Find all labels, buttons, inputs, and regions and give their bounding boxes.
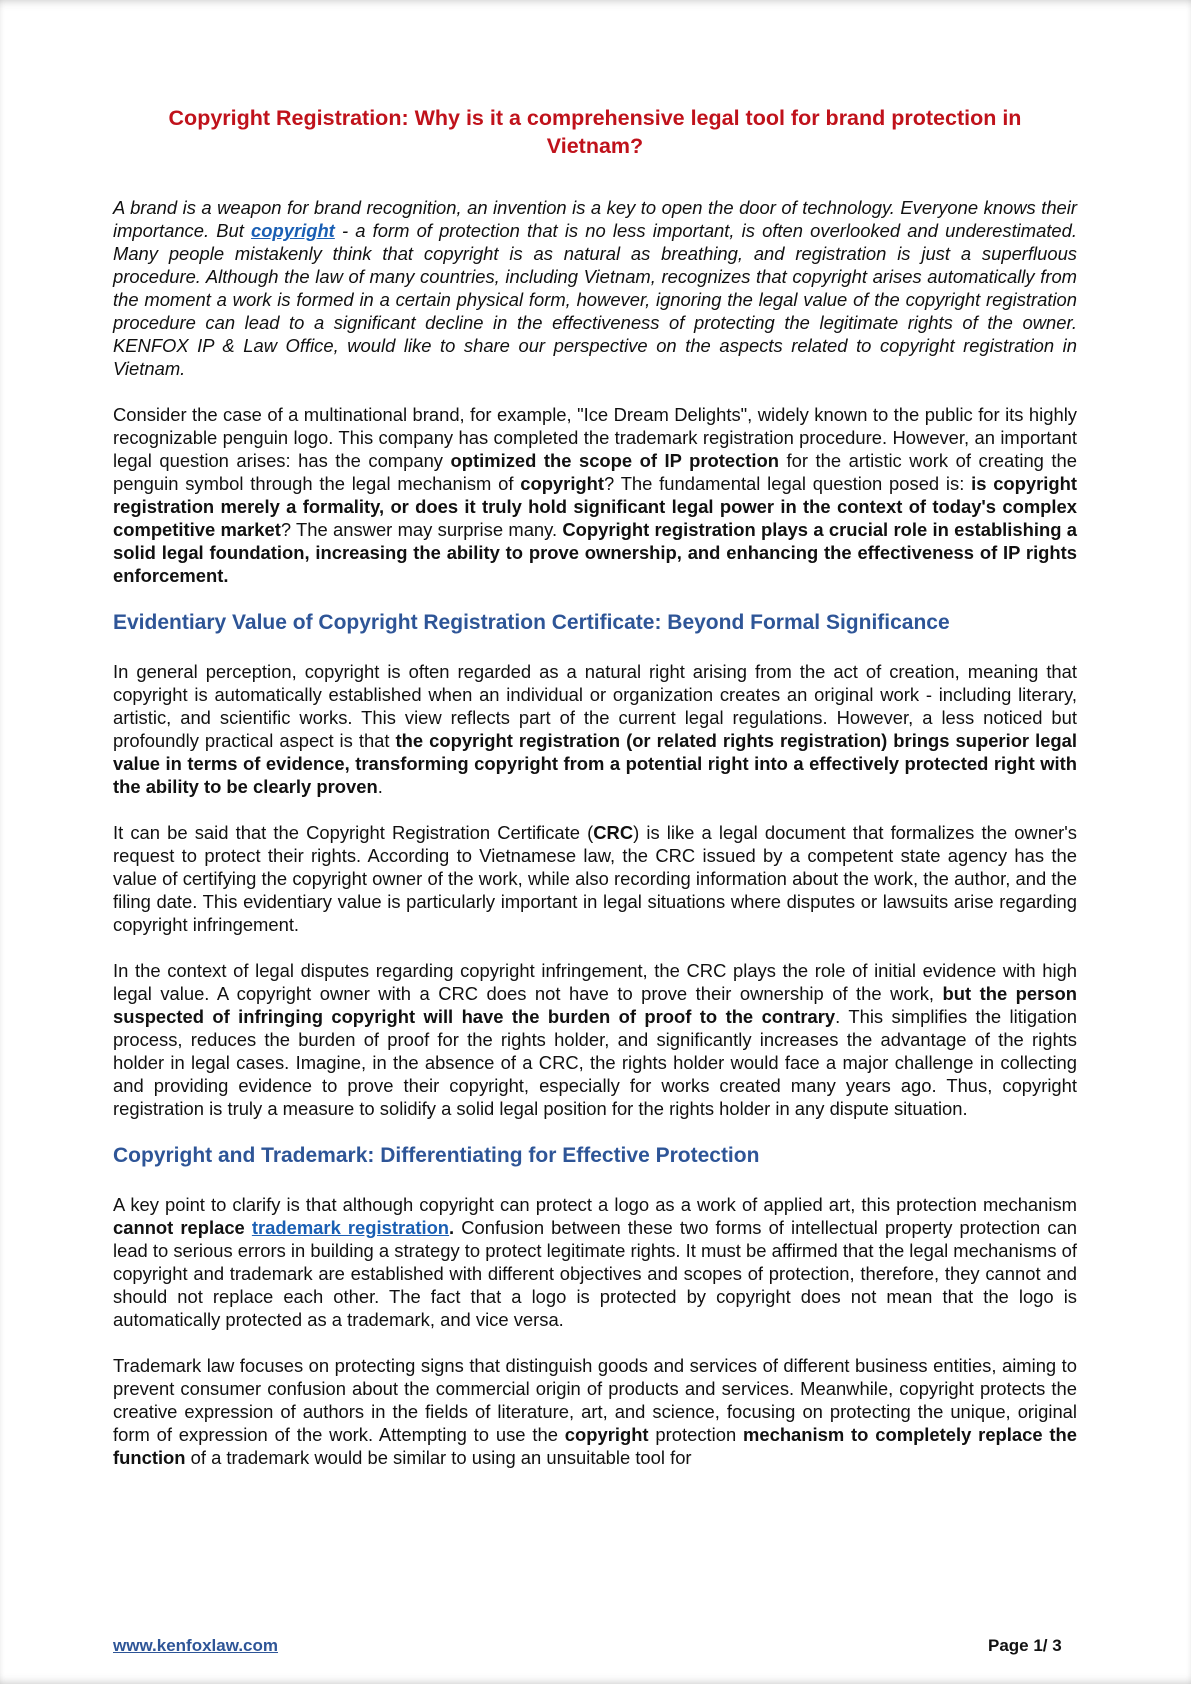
section-heading-copyright-trademark: Copyright and Trademark: Differentiating for Effective Protection — [113, 1144, 760, 1167]
section2-p1-bold-1: cannot replace — [113, 1217, 252, 1238]
section2-p2-text-1: Trademark law focuses on protecting signs that distinguish goods and services of different business entities, aiming to prevent consumer confusion about the commercial origin of products and services. Meanwhile, copyright protects the creative expression of authors in the fields of literature, art, and science, focusing on protecting the unique, original form of expression of the work. Attempting to use the — [113, 1355, 1077, 1445]
section1-p1-text-1: In general perception, copyright is often regarded as a natural right arising from the act of creation, meaning that copyright is automatically established when an individual or organization creates an original work - including literary, artistic, and scientific works. This view reflects part of the current legal regulations. However, a less noticed but profoundly practical aspect is that — [113, 661, 1077, 751]
section1-paragraph-2 — [113, 821, 1077, 936]
section2-p1-text-2: Confusion between these two forms of intellectual property protection can lead to serious errors in building a strategy to protect legitimate rights. It must be affirmed that the legal mechanisms of copyright and trademark are established with different objectives and scopes of protection, therefore, they cannot and should not replace each other. The fact that a logo is protected by copyright does not mean that the logo is automatically protected as a trademark, and vice versa. — [113, 1217, 1077, 1330]
section2-paragraph-2 — [113, 1354, 1077, 1469]
section1-p3-bold-1: but the person suspected of infringing copyright will have the burden of proof to the contrary — [113, 983, 1077, 1027]
page-number: Page 1/ 3 — [988, 1636, 1062, 1655]
intro-text-2: - a form of protection that is no less important, is often overlooked and underestimated. Many people mistakenly think that copyright is as natural as breathing, and registration is just a superfluous procedure. Although the law of many countries, including Vietnam, recognizes that copyright arises automatically from the moment a work is formed in a certain physical form, however, ignoring the legal value of the copyright registration procedure can lead to a significant decline in the effectiveness of protecting the legitimate rights of the owner. KENFOX IP & Law Office, would like to share our perspective on the aspects related to copyright registration in Vietnam. — [113, 220, 1077, 379]
case-bold-1: optimized the scope of IP protection — [450, 450, 780, 471]
case-text-4: ? The answer may surprise many. — [280, 519, 563, 540]
trademark-registration-link[interactable]: trademark registration — [251, 1217, 450, 1238]
section2-p2-bold-1: copyright — [564, 1424, 649, 1445]
section1-p3-text-2: . This simplifies the litigation process, reduces the burden of proof for the rights holder, and significantly increases the advantage of the rights holder in legal cases. Imagine, in the absence of a CRC, the rights holder would face a major challenge in collecting and providing evidence to prove their copyright, especially for works created many years ago. Thus, copyright registration is truly a measure to solidify a solid legal position for the rights holder in any dispute situation. — [113, 1006, 1077, 1119]
case-bold-4: Copyright registration plays a crucial role in establishing a solid legal foundation, increasing the ability to prove ownership, and enhancing the effectiveness of IP rights enforcement. — [113, 519, 1077, 586]
case-text-1: Consider the case of a multinational brand, for example, "Ice Dream Delights", widely known to the public for its highly recognizable penguin logo. This company has completed the trademark registration procedure. However, an important legal question arises: has the company — [113, 404, 1077, 471]
document-title: Copyright Registration: Why is it a comprehensive legal tool for brand protection in Vietnam? — [168, 106, 1022, 158]
intro-paragraph — [113, 196, 1077, 380]
section2-p2-text-3: of a trademark would be similar to using an unsuitable tool for — [185, 1447, 692, 1468]
section1-p1-bold-1: the copyright registration (or related rights registration) brings superior legal value in terms of evidence, transforming copyright from a potential right into a effectively protected right with the ability to be clearly proven — [113, 730, 1077, 797]
section1-p2-bold-crc: CRC — [593, 822, 634, 843]
section1-paragraph-3 — [113, 959, 1077, 1120]
section1-p3-text-1: In the context of legal disputes regarding copyright infringement, the CRC plays the role of initial evidence with high legal value. A copyright owner with a CRC does not have to prove their ownership of the work, — [113, 960, 1077, 1004]
case-text-2: for the artistic work of creating the penguin symbol through the legal mechanism of — [113, 450, 1077, 494]
section2-paragraph-1 — [113, 1193, 1077, 1331]
document-body — [113, 104, 1077, 1492]
footer-website-link[interactable]: www.kenfoxlaw.com — [113, 1636, 279, 1655]
section1-p2-text-2: ) is like a legal document that formalizes the owner's request to protect their rights. According to Vietnamese law, the CRC issued by a competent state agency has the value of certifying the copyright owner of the work, while also recording information about the work, the author, and the filing date. This evidentiary value is particularly important in legal situations where disputes or lawsuits arise regarding copyright infringement. — [113, 822, 1077, 935]
copyright-link[interactable]: copyright — [251, 220, 335, 241]
intro-text-1: A brand is a weapon for brand recognition, an invention is a key to open the door of technology. Everyone knows their importance. But — [113, 197, 1077, 241]
section-heading-evidentiary-value: Evidentiary Value of Copyright Registration Certificate: Beyond Formal Significance — [113, 611, 950, 634]
case-bold-3: is copyright registration merely a formality, or does it truly hold significant legal power in the context of today's complex competitive market — [113, 473, 1077, 540]
case-bold-2: copyright — [520, 473, 605, 494]
section2-p2-text-2: protection — [648, 1424, 744, 1445]
case-paragraph — [113, 403, 1077, 587]
section2-p1-text-1: A key point to clarify is that although copyright can protect a logo as a work of applied art, this protection mechanism — [113, 1194, 1077, 1215]
section1-p1-text-2: . — [377, 776, 383, 797]
section2-p2-bold-2: mechanism to completely replace the function — [113, 1424, 1078, 1468]
case-text-3: ? The fundamental legal question posed is: — [604, 473, 972, 494]
section1-paragraph-1 — [113, 660, 1077, 798]
section2-p1-bold-2: . — [449, 1217, 455, 1238]
section1-p2-text-1: It can be said that the Copyright Registration Certificate ( — [113, 822, 594, 843]
